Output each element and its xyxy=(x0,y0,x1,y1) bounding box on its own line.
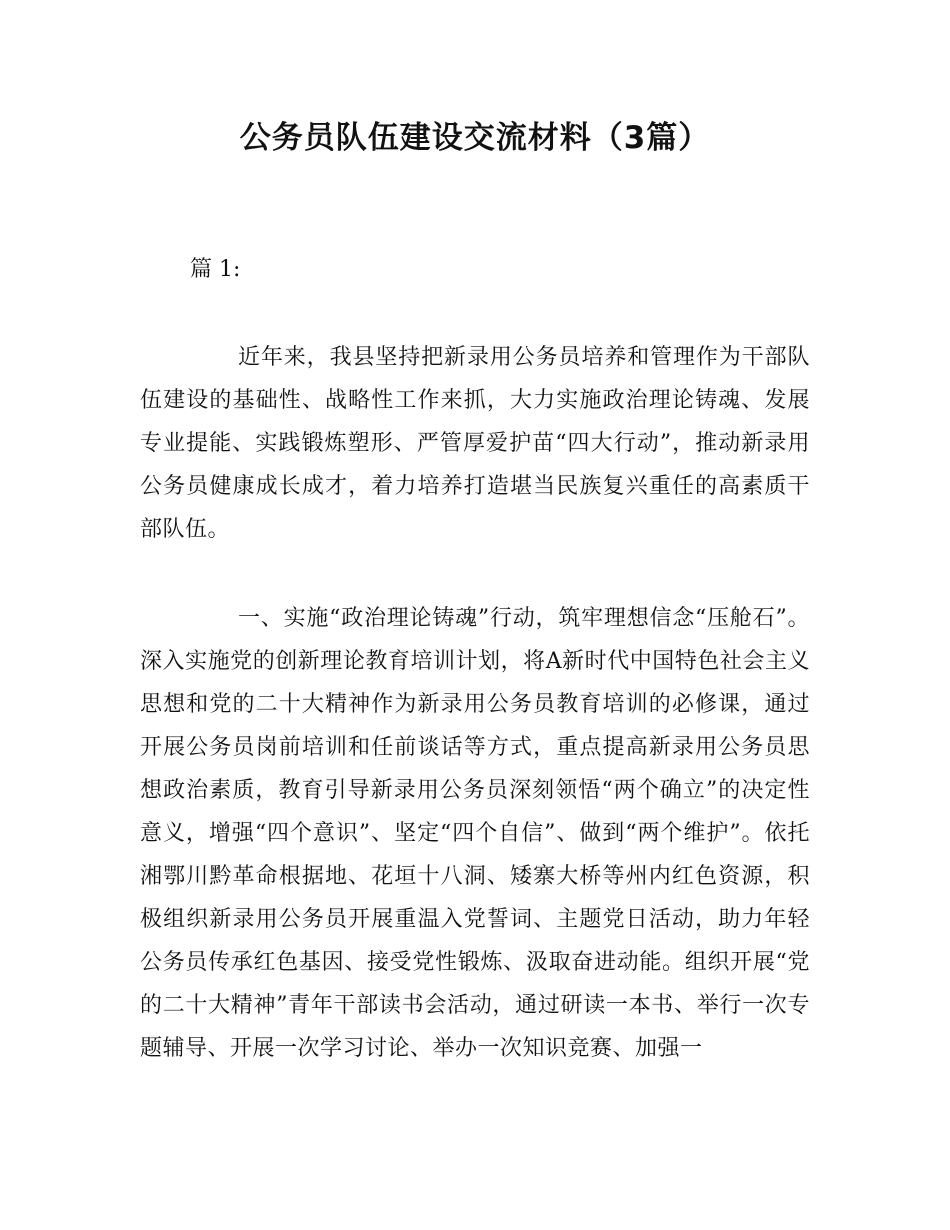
document-title: 公务员队伍建设交流材料（3篇） xyxy=(239,120,711,156)
section-label: 篇 1: xyxy=(190,257,241,282)
paragraph-intro: 近年来，我县坚持把新录用公务员培养和管理作为干部队伍建设的基础性、战略性工作来抓，大力实施政治理论铸魂、发展专业提能、实践锻炼塑形、严管厚爱护苗“四大行动”，推动新录用公务员健康成长成才，着力培养打造堪当民族复兴重任的高素质干部队伍。 xyxy=(140,345,810,542)
paragraph-section-one: 一、实施“政治理论铸魂”行动，筑牢理想信念“压舱石”。深入实施党的创新理论教育培训计划，将A新时代中国特色社会主义思想和党的二十大精神作为新录用公务员教育培训的必修课，通过开展公务员岗前培训和任前谈话等方式，重点提高新录用公务员思想政治素质，教育引导新录用公务员深刻领悟“两个确立”的决定性意义，增强“四个意识”、坚定“四个自信”、做到“两个维护”。依托湘鄂川黔革命根据地、花垣十八洞、矮寨大桥等州内红色资源，积极组织新录用公务员开展重温入党誓词、主题党日活动，助力年轻公务员传承红色基因、接受党性锻炼、汲取奋进动能。组织开展“党的二十大精神”青年干部读书会活动，通过研读一本书、举行一次专题辅导、开展一次学习讨论、举办一次知识竞赛、加强一 xyxy=(140,606,810,1061)
